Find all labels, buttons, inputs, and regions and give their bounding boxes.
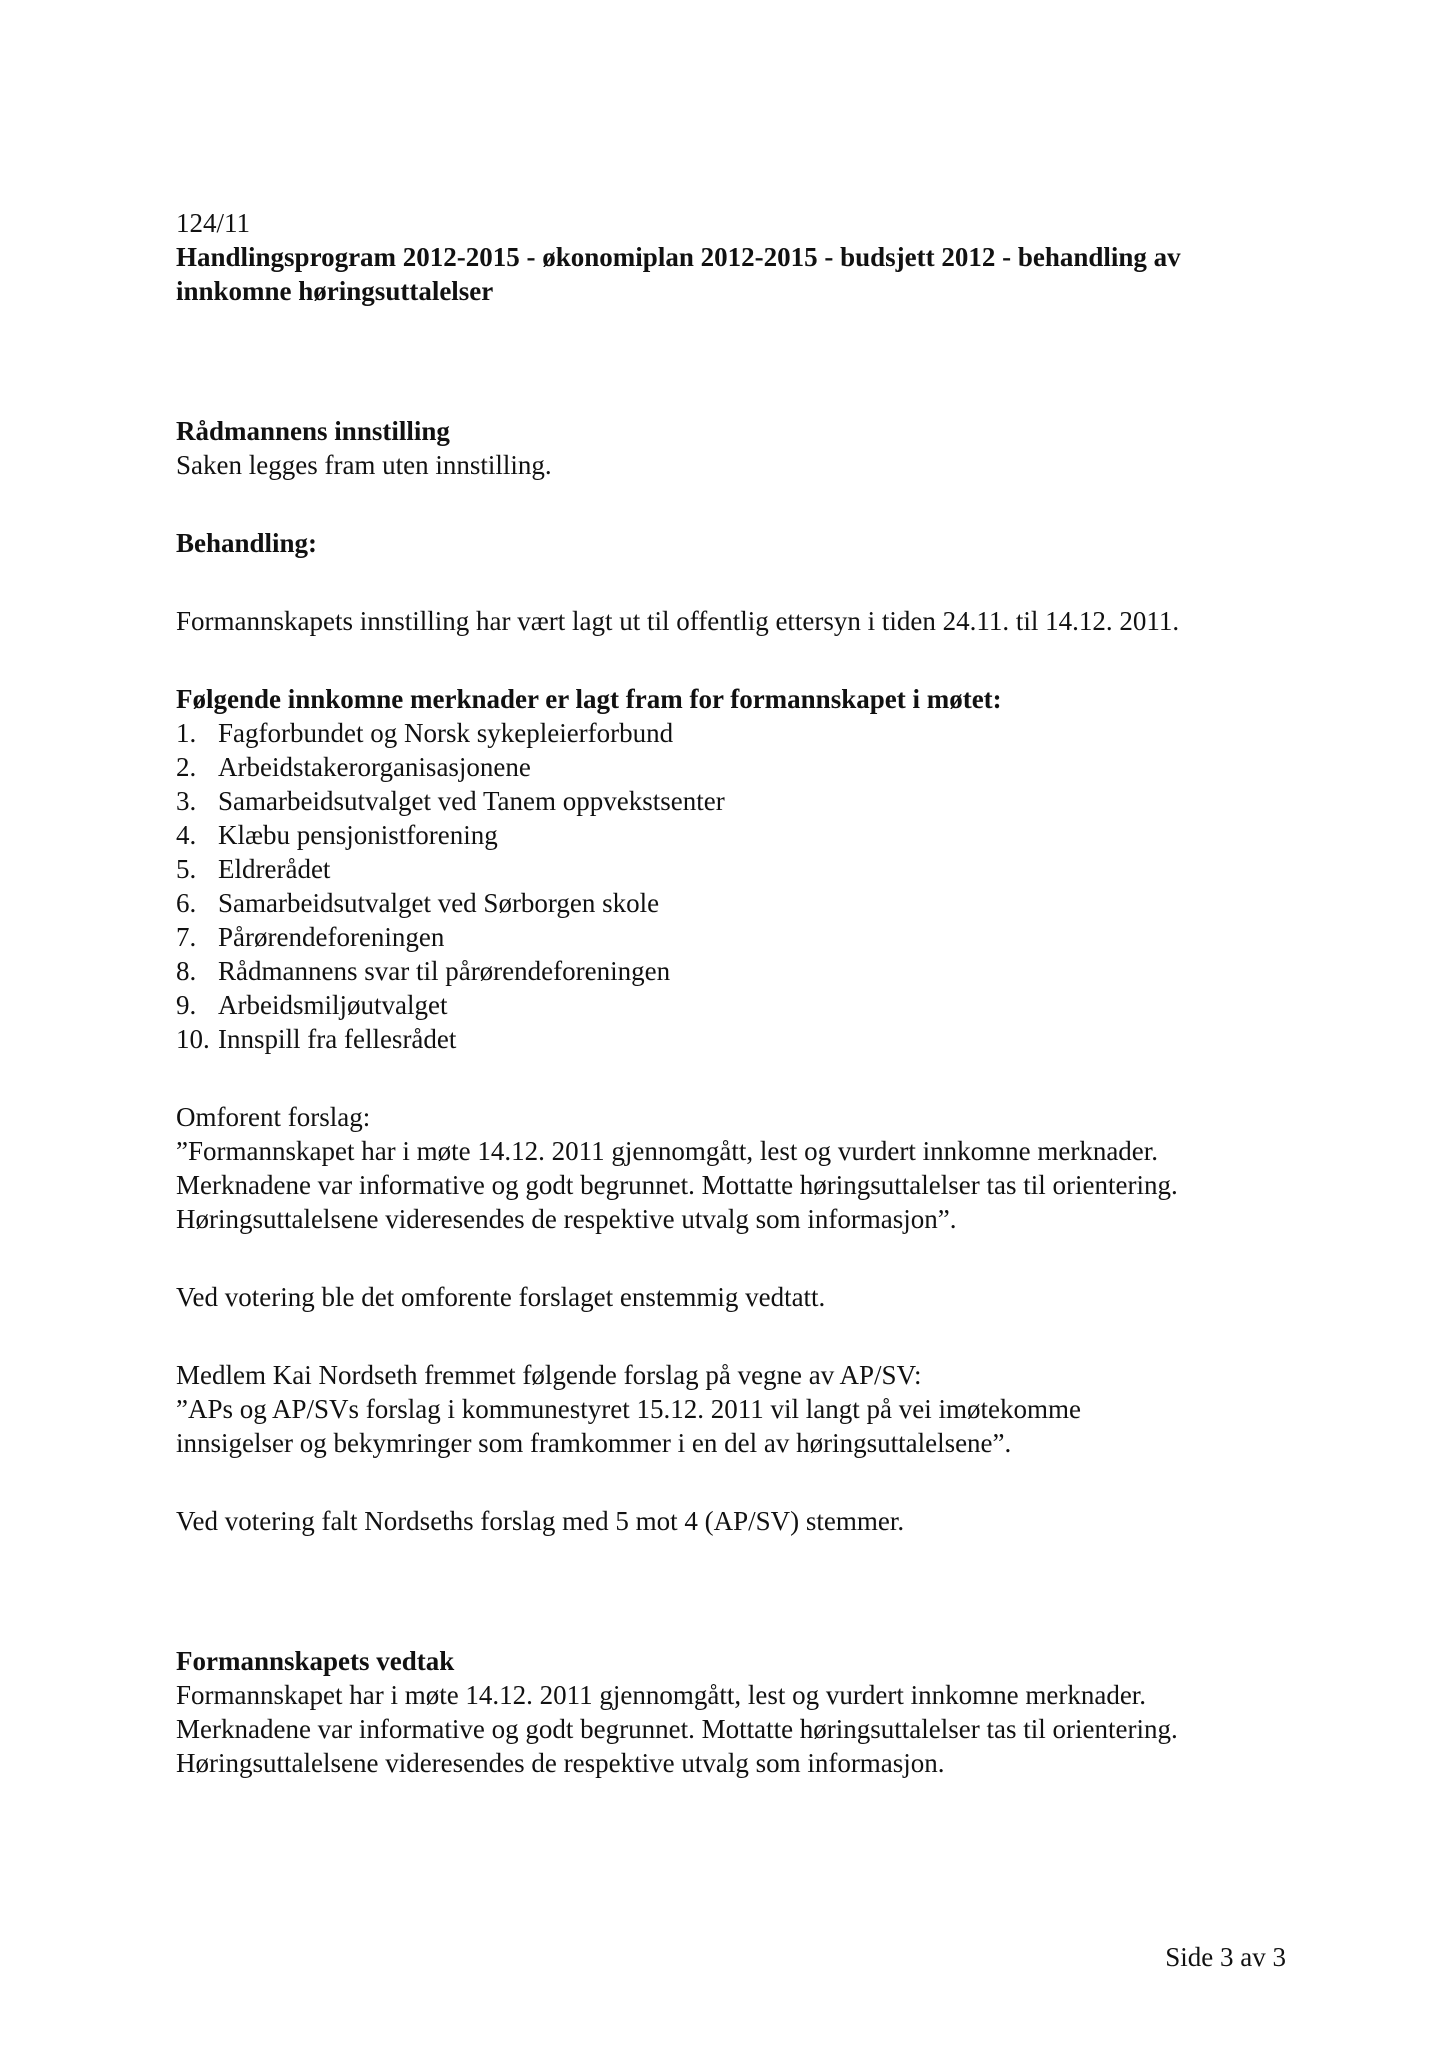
joint-proposal-line-1: ”Formannskapet har i møte 14.12. 2011 gjennomgått, lest og vurdert innkomne merknader. (176, 1136, 1159, 1166)
document-title-line-1: Handlingsprogram 2012-2015 - økonomiplan 2012-2015 - budsjett 2012 - behandling av (176, 242, 1181, 272)
list-item (176, 920, 1286, 954)
list-item (176, 886, 1286, 920)
decision-line-2: Merknadene var informative og godt begrunnet. Mottatte høringsuttalelser tas til orientering. (176, 1714, 1178, 1744)
list-item-number: 4. (176, 820, 197, 850)
list-item-text: Pårørendeforeningen (218, 922, 445, 952)
list-item (176, 954, 1286, 988)
list-item-text: Arbeidstakerorganisasjonene (218, 752, 531, 782)
recommendation-text: Saken legges fram uten innstilling. (176, 450, 552, 480)
list-item-text: Arbeidsmiljøutvalget (218, 990, 448, 1020)
decision-line-3: Høringsuttalelsene videresendes de respektive utvalg som informasjon. (176, 1748, 945, 1778)
list-item-number: 8. (176, 956, 197, 986)
list-item-number: 1. (176, 718, 197, 748)
decision-line-1: Formannskapet har i møte 14.12. 2011 gjennomgått, lest og vurdert innkomne merknader. (176, 1680, 1147, 1710)
vote-result-1: Ved votering ble det omforente forslaget enstemmig vedtatt. (176, 1282, 826, 1312)
nordseth-proposal-line-3: innsigelser og bekymringer som framkommer i en del av høringsuttalelsene”. (176, 1428, 1012, 1458)
decision-heading: Formannskapets vedtak (176, 1646, 455, 1676)
list-item-text: Klæbu pensjonistforening (218, 820, 498, 850)
document-title-line-2: innkomne høringsuttalelser (176, 276, 494, 306)
list-item-number: 5. (176, 854, 197, 884)
list-item (176, 818, 1286, 852)
list-item (176, 750, 1286, 784)
list-item-number: 9. (176, 990, 197, 1020)
joint-proposal-label: Omforent forslag: (176, 1102, 371, 1132)
submissions-list (176, 716, 1286, 1056)
list-item (176, 852, 1286, 886)
list-item-text: Fagforbundet og Norsk sykepleierforbund (218, 718, 674, 748)
list-item (176, 784, 1286, 818)
list-item-number: 2. (176, 752, 197, 782)
page-number: Side 3 av 3 (1165, 1942, 1286, 1972)
case-number: 124/11 (176, 208, 250, 238)
list-item (176, 716, 1286, 750)
submissions-heading: Følgende innkomne merknader er lagt fram for formannskapet i møtet: (176, 684, 1002, 714)
list-item-text: Eldrerådet (218, 854, 331, 884)
list-item-text: Rådmannens svar til pårørendeforeningen (218, 956, 671, 986)
nordseth-proposal-line-1: Medlem Kai Nordseth fremmet følgende forslag på vegne av AP/SV: (176, 1360, 922, 1390)
treatment-paragraph: Formannskapets innstilling har vært lagt ut til offentlig ettersyn i tiden 24.11. til 14.12. 2011. (176, 606, 1180, 636)
list-item-number: 6. (176, 888, 197, 918)
list-item (176, 988, 1286, 1022)
list-item (176, 1022, 1286, 1056)
list-item-number: 7. (176, 922, 197, 952)
joint-proposal-line-2: Merknadene var informative og godt begrunnet. Mottatte høringsuttalelser tas til orientering. (176, 1170, 1178, 1200)
nordseth-proposal-line-2: ”APs og AP/SVs forslag i kommunestyret 15.12. 2011 vil langt på vei imøtekomme (176, 1394, 1081, 1424)
list-item-number: 3. (176, 786, 197, 816)
list-item-text: Samarbeidsutvalget ved Tanem oppvekstsenter (218, 786, 725, 816)
list-item-text: Samarbeidsutvalget ved Sørborgen skole (218, 888, 660, 918)
joint-proposal-line-3: Høringsuttalelsene videresendes de respektive utvalg som informasjon”. (176, 1204, 957, 1234)
list-item-number: 10. (176, 1024, 210, 1054)
recommendation-heading: Rådmannens innstilling (176, 416, 450, 446)
treatment-heading: Behandling: (176, 528, 318, 558)
vote-result-2: Ved votering falt Nordseths forslag med 5 mot 4 (AP/SV) stemmer. (176, 1506, 905, 1536)
list-item-text: Innspill fra fellesrådet (218, 1024, 457, 1054)
document-page (176, 206, 1286, 1780)
